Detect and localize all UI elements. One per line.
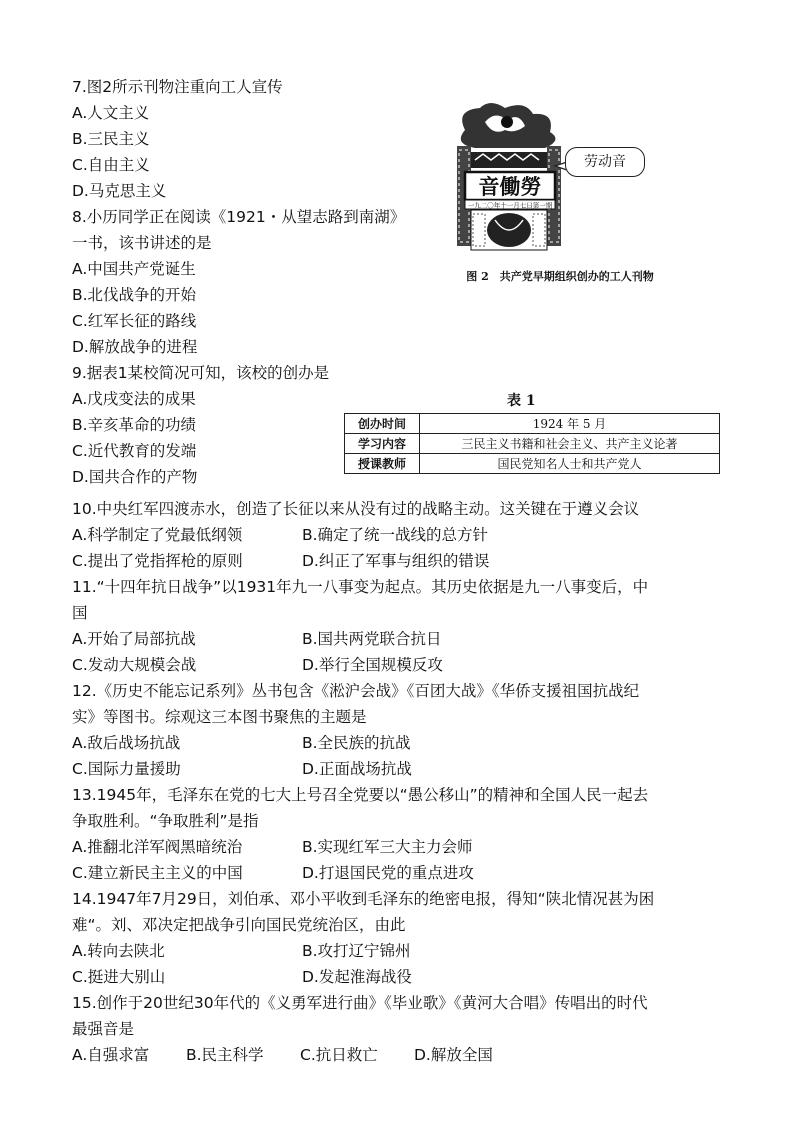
q10-option-d: D.纠正了军事与组织的错误 (302, 552, 490, 570)
q14-option-b: B.攻打辽宁锦州 (302, 942, 411, 960)
q12-option-c: C.国际力量援助 (72, 760, 181, 778)
q11-option-d: D.举行全国规模反攻 (302, 656, 443, 674)
q13-stem-line1: 13.1945年，毛泽东在党的七大上号召全党要以“愚公移山”的精神和全国人民一起去 (72, 786, 649, 804)
masthead-title: 音働勞 (478, 174, 542, 199)
q9-stem: 9.据表1某校简况可知，该校的创办是 (72, 364, 330, 382)
q7-option-a: A.人文主义 (72, 104, 150, 122)
q11-stem-line1: 11.“十四年抗日战争”以1931年九一八事变为起点。其历史依据是九一八事变后，中 (72, 578, 649, 596)
q9-option-b: B.辛亥革命的功绩 (72, 416, 197, 434)
q14-stem-line2: 难“。刘、邓决定把战争引向国民党统治区，由此 (72, 916, 406, 934)
q11-option-b: B.国共两党联合抗日 (302, 630, 442, 648)
q10-option-b: B.确定了统一战线的总方针 (302, 526, 489, 544)
masthead-date: 一九二〇年十一月七日第一期 (467, 201, 553, 210)
q15-option-b: B.民主科学 (186, 1046, 264, 1064)
table-row (345, 414, 720, 434)
table-header-cell: 学习内容 (345, 434, 420, 454)
q8-stem-line1: 8.小历同学正在阅读《1921・从望志路到南湖》 (72, 208, 406, 226)
q13-option-c: C.建立新民主主义的中国 (72, 864, 243, 882)
table-1 (344, 413, 720, 474)
table-value-cell: 1924 年 5 月 (420, 414, 720, 434)
q12-stem-line2: 实》等图书。综观这三本图书聚焦的主题是 (72, 708, 367, 726)
q15-stem-line2: 最强音是 (72, 1020, 135, 1038)
q7-option-c: C.自由主义 (72, 156, 150, 174)
q8-option-b: B.北伐战争的开始 (72, 286, 197, 304)
q8-stem-line2: 一书，该书讲述的是 (72, 234, 212, 252)
q7-stem: 7.图2所示刊物注重向工人宣传 (72, 78, 283, 96)
table-header-cell: 创办时间 (345, 414, 420, 434)
figure-2-caption: 图 2 共产党早期组织创办的工人刊物 (466, 270, 654, 283)
q11-stem-line2: 国 (72, 604, 88, 622)
q8-option-d: D.解放战争的进程 (72, 338, 198, 356)
q7-option-b: B.三民主义 (72, 130, 150, 148)
q14-stem-line1: 14.1947年7月29日，刘伯承、邓小平收到毛泽东的绝密电报，得知“陕北情况甚为困 (72, 890, 655, 908)
q14-option-a: A.转向去陕北 (72, 942, 165, 960)
q13-option-a: A.推翻北洋军阀黑暗统治 (72, 838, 243, 856)
table-row (345, 454, 720, 474)
table-row (345, 434, 720, 454)
q14-option-c: C.挺进大别山 (72, 968, 166, 986)
table-value-cell: 三民主义书籍和社会主义、共产主义论著 (420, 434, 720, 454)
q10-option-a: A.科学制定了党最低纲领 (72, 526, 243, 544)
q8-option-c: C.红军长征的路线 (72, 312, 197, 330)
q9-option-d: D.国共合作的产物 (72, 468, 198, 486)
q11-option-c: C.发动大规模会战 (72, 656, 197, 674)
q15-stem-line1: 15.创作于20世纪30年代的《义勇军进行曲》《毕业歌》《黄河大合唱》传唱出的时代 (72, 994, 648, 1012)
q12-option-d: D.正面战场抗战 (302, 760, 412, 778)
newspaper-masthead-illustration (445, 100, 575, 260)
q15-option-a: A.自强求富 (72, 1046, 150, 1064)
q12-option-b: B.全民族的抗战 (302, 734, 411, 752)
q13-option-b: B.实现红军三大主力会师 (302, 838, 473, 856)
q13-stem-line2: 争取胜利。“争取胜利”是指 (72, 812, 259, 830)
q12-option-a: A.敌后战场抗战 (72, 734, 181, 752)
q12-stem-line1: 12.《历史不能忘记系列》丛书包含《淞沪会战》《百团大战》《华侨支援祖国抗战纪 (72, 682, 640, 700)
table-1-title: 表 1 (507, 393, 536, 409)
q11-option-a: A.开始了局部抗战 (72, 630, 196, 648)
q7-option-d: D.马克思主义 (72, 182, 167, 200)
callout-label: 劳动音 (565, 147, 645, 177)
q15-option-d: D.解放全国 (414, 1046, 493, 1064)
table-header-cell: 授课教师 (345, 454, 420, 474)
q10-option-c: C.提出了党指挥枪的原则 (72, 552, 243, 570)
q10-stem: 10.中央红军四渡赤水，创造了长征以来从没有过的战略主动。这关键在于遵义会议 (72, 500, 640, 518)
q14-option-d: D.发起淮海战役 (302, 968, 412, 986)
figure-2 (445, 100, 675, 295)
table-value-cell: 国民党知名人士和共产党人 (420, 454, 720, 474)
q15-option-c: C.抗日救亡 (300, 1046, 378, 1064)
q13-option-d: D.打退国民党的重点进攻 (302, 864, 474, 882)
q9-option-c: C.近代教育的发端 (72, 442, 197, 460)
q8-option-a: A.中国共产党诞生 (72, 260, 196, 278)
q9-option-a: A.戊戌变法的成果 (72, 390, 196, 408)
